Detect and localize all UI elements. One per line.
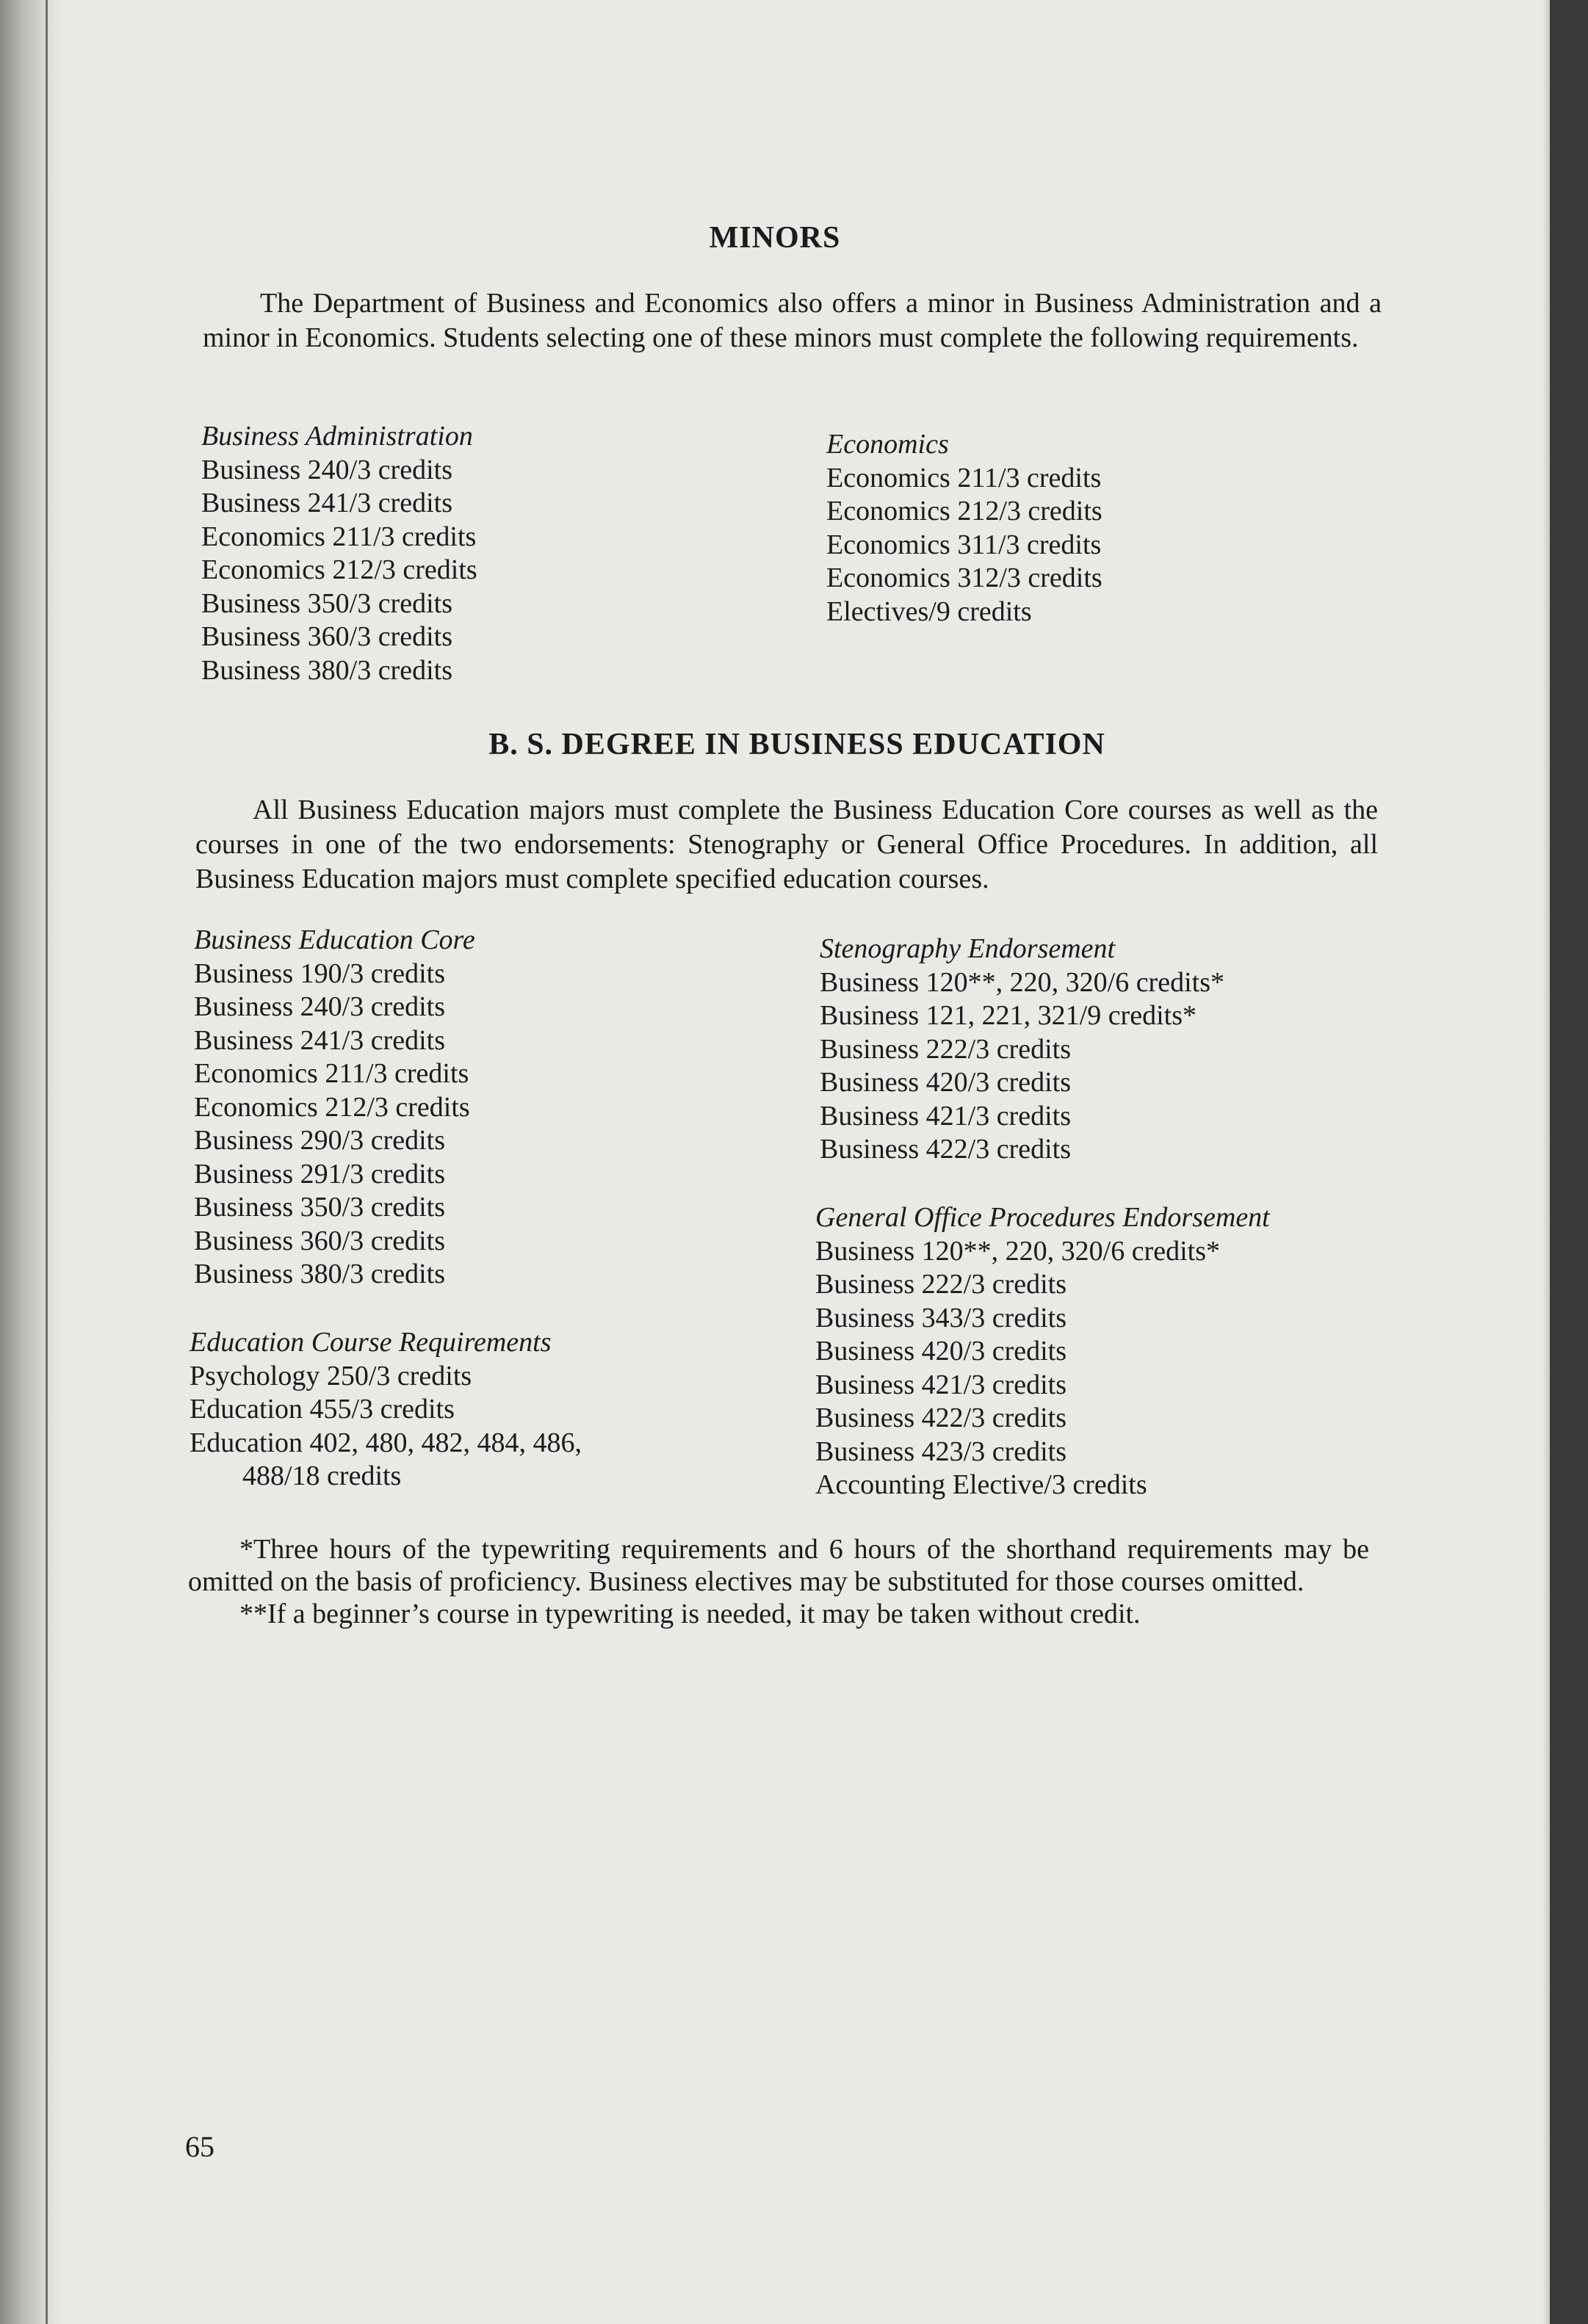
footnote-single-asterisk: *Three hours of the typewriting requirements and 6 hours of the shorthand requirements may be omitted on the basis of proficiency. Business electives may be substituted for those courses omitted. bbox=[188, 1534, 1369, 1597]
minors-heading: MINORS bbox=[709, 221, 841, 255]
list-item: Business 360/3 credits bbox=[201, 621, 452, 652]
list-item: Economics 212/3 credits bbox=[194, 1091, 470, 1123]
education-course-requirements bbox=[190, 1326, 582, 1494]
general-office-title: General Office Procedures Endorsement bbox=[815, 1202, 1270, 1233]
economics-title: Economics bbox=[826, 429, 949, 460]
stenography-title: Stenography Endorsement bbox=[820, 933, 1116, 964]
list-item: Education 455/3 credits bbox=[190, 1394, 455, 1425]
list-item: Business 420/3 credits bbox=[820, 1067, 1071, 1098]
list-item: Business 190/3 credits bbox=[194, 958, 445, 989]
business-education-core bbox=[194, 924, 475, 1292]
list-item: Electives/9 credits bbox=[826, 596, 1032, 627]
list-item: Business 241/3 credits bbox=[201, 488, 452, 518]
list-item: Business 423/3 credits bbox=[815, 1436, 1067, 1467]
list-item: Business 420/3 credits bbox=[815, 1336, 1067, 1366]
business-education-intro bbox=[195, 793, 1378, 897]
page-binding-shadow bbox=[0, 0, 62, 2324]
list-item: Business 422/3 credits bbox=[815, 1402, 1067, 1433]
core-title: Business Education Core bbox=[194, 924, 475, 955]
business-education-intro-text: All Business Education majors must complete the Business Education Core courses as well as the courses in one of the two endorsements: Stenography or General Office Procedures. In addition, all Business Education majors must complete specified education courses. bbox=[195, 794, 1378, 894]
list-item: Business 350/3 credits bbox=[194, 1192, 445, 1223]
list-item: Economics 212/3 credits bbox=[201, 554, 477, 585]
list-item: Business 120**, 220, 320/6 credits* bbox=[815, 1235, 1220, 1267]
business-administration-title: Business Administration bbox=[201, 421, 473, 452]
education-title: Education Course Requirements bbox=[190, 1327, 552, 1358]
list-item: Business 290/3 credits bbox=[194, 1125, 445, 1156]
list-item: Business 421/3 credits bbox=[815, 1369, 1067, 1400]
list-item: Economics 211/3 credits bbox=[194, 1058, 469, 1089]
list-item: Education 402, 480, 482, 484, 486, bbox=[190, 1427, 582, 1458]
footnotes bbox=[188, 1533, 1369, 1630]
footnote-double-asterisk: **If a beginner’s course in typewriting is needed, it may be taken without credit. bbox=[239, 1599, 1141, 1629]
business-administration-minor bbox=[201, 420, 477, 687]
minors-intro bbox=[203, 286, 1382, 355]
list-item: Business 380/3 credits bbox=[201, 654, 452, 686]
stenography-endorsement bbox=[820, 933, 1224, 1167]
list-item: Business 241/3 credits bbox=[194, 1024, 445, 1056]
list-item: Business 421/3 credits bbox=[820, 1100, 1071, 1132]
list-item: Business 343/3 credits bbox=[815, 1302, 1067, 1333]
list-item: Psychology 250/3 credits bbox=[190, 1360, 472, 1391]
list-item: Business 422/3 credits bbox=[820, 1134, 1071, 1165]
economics-minor bbox=[826, 428, 1102, 629]
list-item: Business 291/3 credits bbox=[194, 1158, 445, 1190]
page-edge bbox=[1542, 0, 1550, 2324]
list-item: Business 360/3 credits bbox=[194, 1225, 445, 1256]
list-item: Business 120**, 220, 320/6 credits* bbox=[820, 966, 1224, 998]
binding-edge bbox=[46, 0, 48, 2324]
list-item: Business 240/3 credits bbox=[201, 454, 452, 485]
page-number: 65 bbox=[185, 2130, 214, 2163]
list-item: Business 222/3 credits bbox=[815, 1269, 1067, 1300]
list-item-continuation: 488/18 credits bbox=[242, 1460, 402, 1491]
list-item: Business 380/3 credits bbox=[194, 1259, 445, 1289]
list-item: Business 121, 221, 321/9 credits* bbox=[820, 1000, 1197, 1031]
list-item: Accounting Elective/3 credits bbox=[815, 1469, 1147, 1500]
business-education-heading: B. S. DEGREE IN BUSINESS EDUCATION bbox=[488, 728, 1105, 761]
list-item: Economics 311/3 credits bbox=[826, 529, 1102, 560]
minors-intro-text: The Department of Business and Economics also offers a minor in Business Administration and a minor in Economics. Students selecting one of these minors must complete the following requirements. bbox=[203, 288, 1382, 353]
list-item: Business 222/3 credits bbox=[820, 1033, 1071, 1065]
list-item: Business 240/3 credits bbox=[194, 991, 445, 1022]
list-item: Business 350/3 credits bbox=[201, 587, 452, 619]
list-item: Economics 211/3 credits bbox=[201, 521, 477, 552]
general-office-procedures-endorsement bbox=[815, 1201, 1270, 1502]
list-item: Economics 312/3 credits bbox=[826, 562, 1102, 593]
list-item: Economics 212/3 credits bbox=[826, 496, 1102, 526]
list-item: Economics 211/3 credits bbox=[826, 462, 1102, 493]
